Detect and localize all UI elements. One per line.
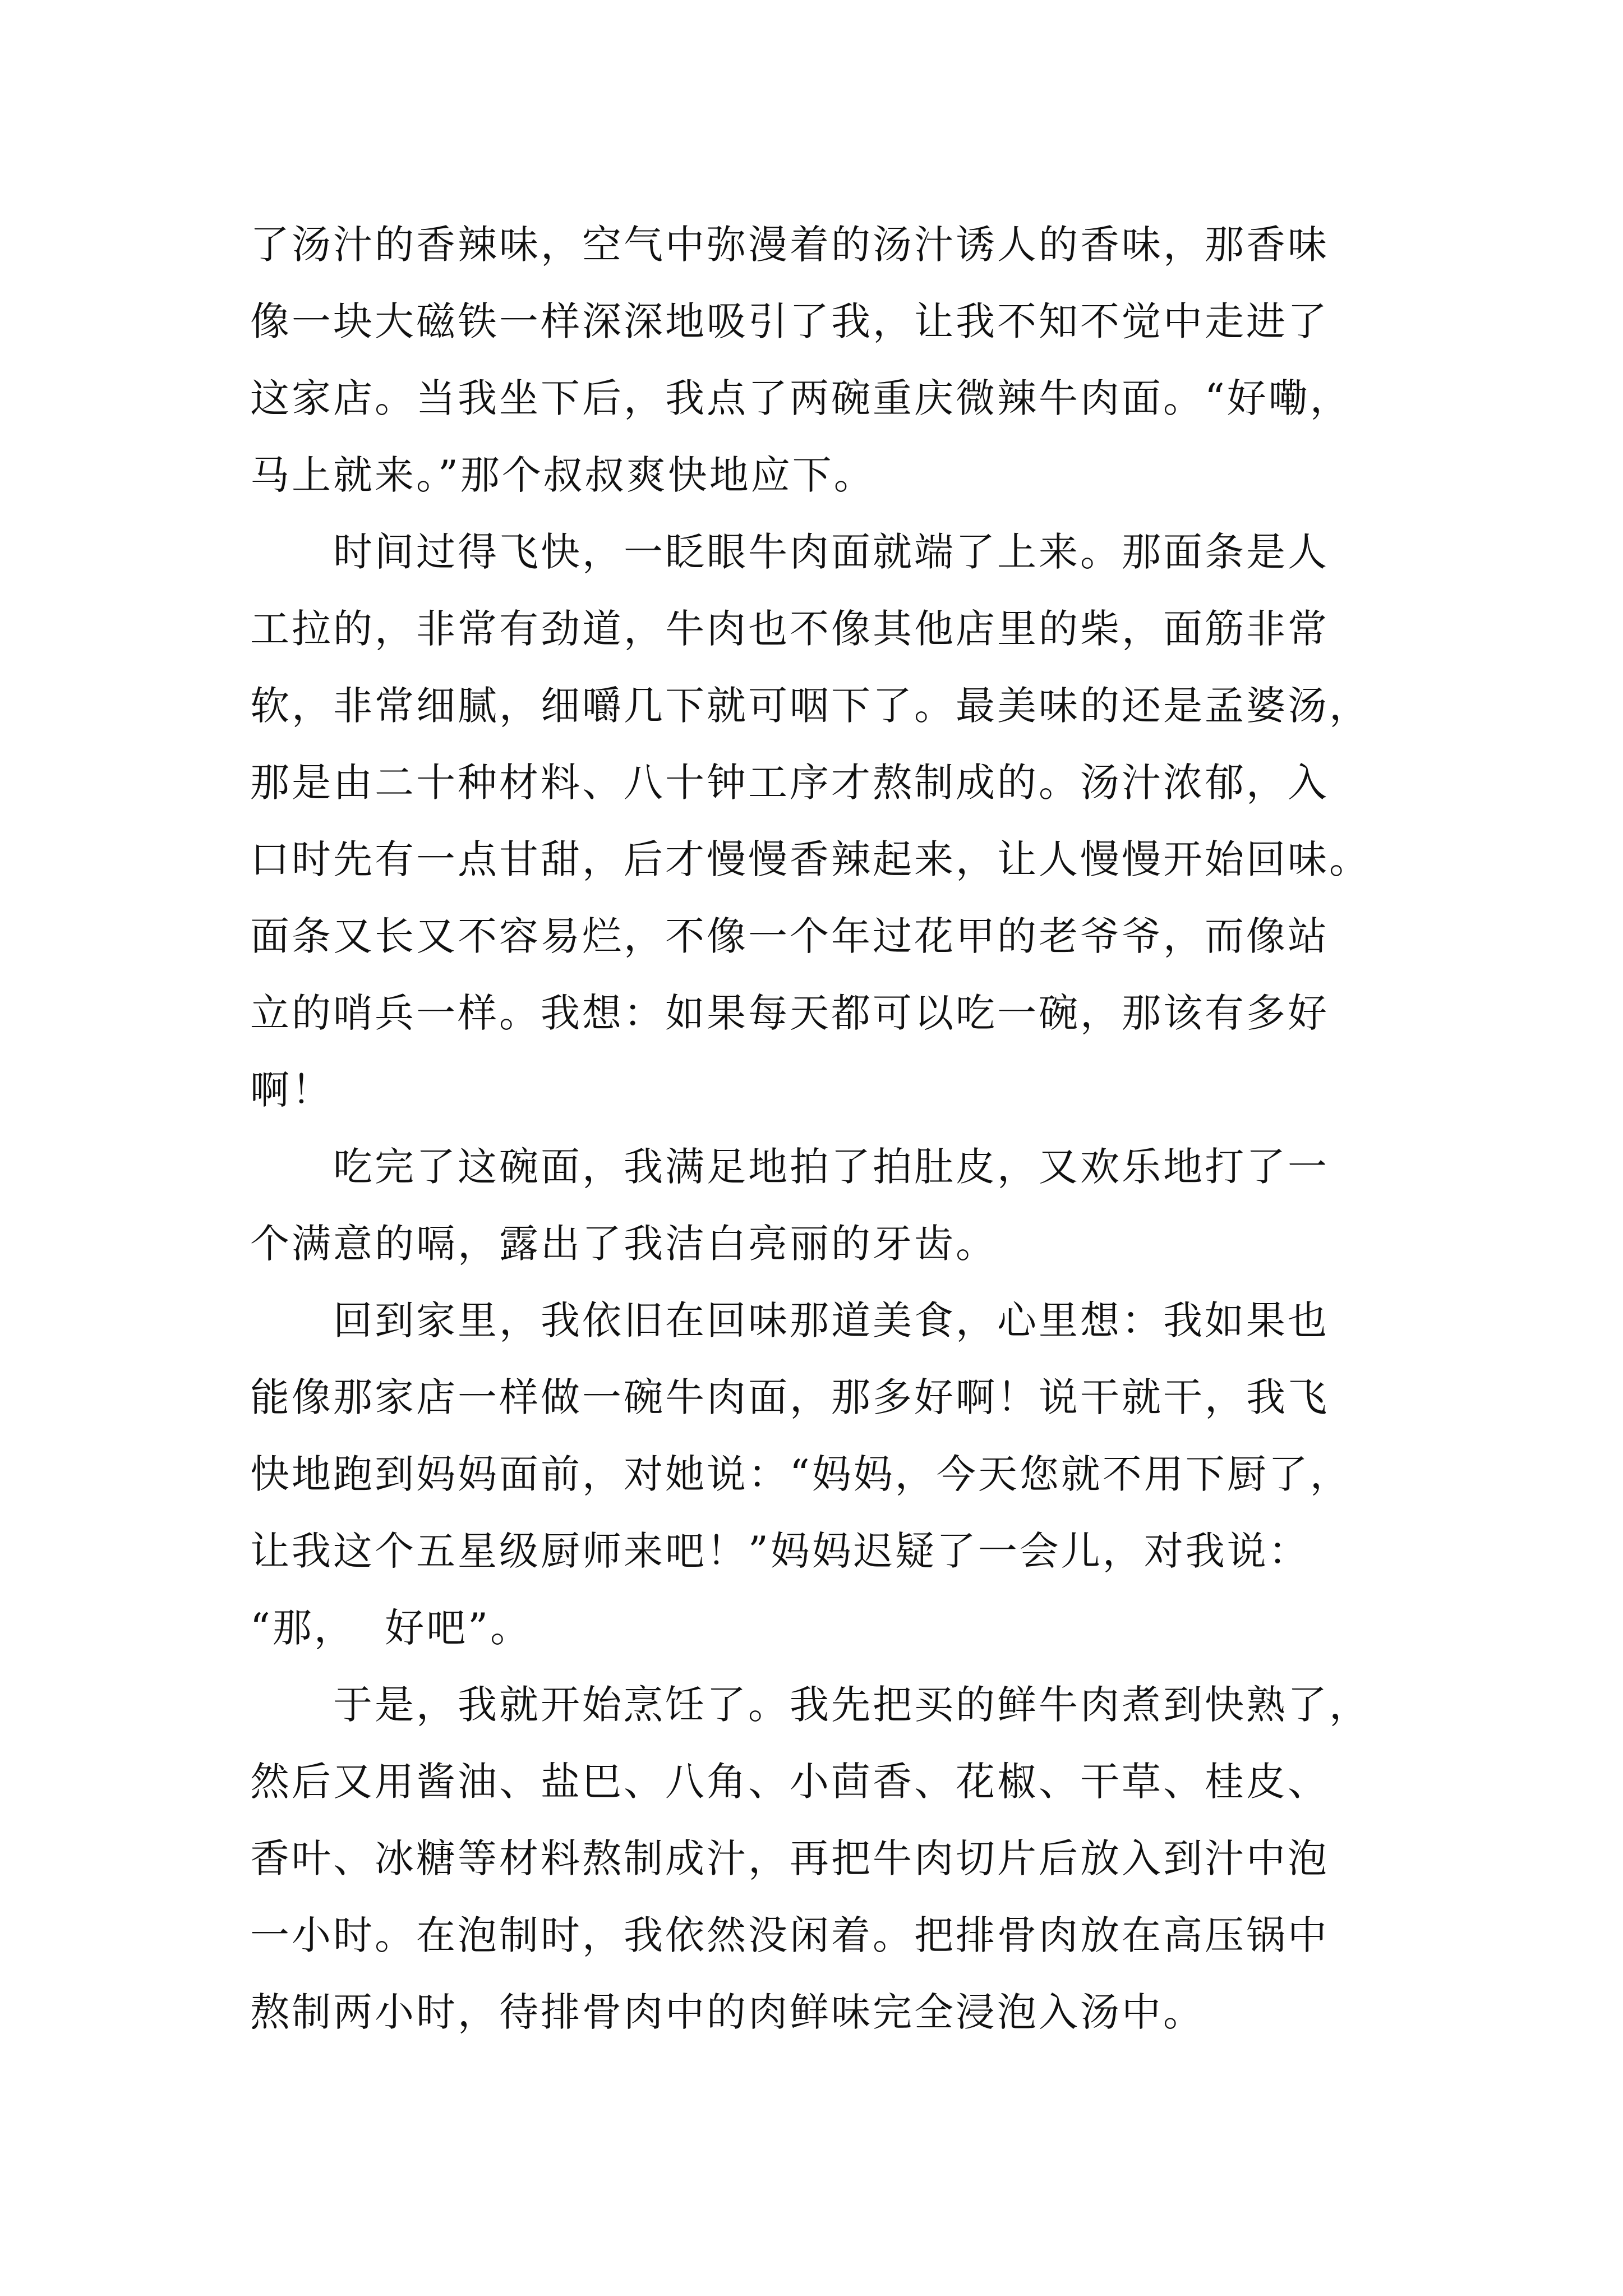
text-line: 像一块大磁铁一样深深地吸引了我，让我不知不觉中走进了 xyxy=(250,298,1329,344)
text-line: 马上就来。”那个叔叔爽快地应下。 xyxy=(250,452,875,498)
text-line: 一小时。在泡制时，我依然没闲着。把排骨肉放在高压锅中 xyxy=(250,1912,1329,1958)
text-line: 工拉的，非常有劲道，牛肉也不像其他店里的柴，面筋非常 xyxy=(250,606,1329,652)
text-line: 这家店。当我坐下后，我点了两碗重庆微辣牛肉面。“好嘞， xyxy=(250,375,1352,421)
text-line: 了汤汁的香辣味，空气中弥漫着的汤汁诱人的香味，那香味 xyxy=(250,222,1329,268)
text-line: 口时先有一点甘甜，后才慢慢香辣起来，让人慢慢开始回味。 xyxy=(250,836,1371,882)
text-line: 那是由二十种材料、八十钟工序才熬制成的。汤汁浓郁，入 xyxy=(250,760,1329,806)
text-line: 软，非常细腻，细嚼几下就可咽下了。最美味的还是孟婆汤， xyxy=(250,683,1371,729)
text-line: 快地跑到妈妈面前，对她说：“妈妈，今天您就不用下厨了， xyxy=(250,1451,1352,1497)
text-line: 面条又长又不容易烂，不像一个年过花甲的老爷爷，而像站 xyxy=(250,913,1329,959)
paragraph-first-line: 吃完了这碗面，我满足地拍了拍肚皮，又欢乐地打了一 xyxy=(333,1144,1329,1190)
text-line: “那， 好吧”。 xyxy=(250,1605,532,1651)
text-line: 然后又用酱油、盐巴、八角、小茴香、花椒、干草、桂皮、 xyxy=(250,1759,1329,1805)
text-line: 啊！ xyxy=(250,1067,333,1113)
text-line: 熬制两小时，待排骨肉中的肉鲜味完全浸泡入汤中。 xyxy=(250,1989,1205,2035)
paragraph-first-line: 时间过得飞快，一眨眼牛肉面就端了上来。那面条是人 xyxy=(333,529,1329,575)
text-line: 立的哨兵一样。我想：如果每天都可以吃一碗，那该有多好 xyxy=(250,990,1329,1036)
text-line: 香叶、冰糖等材料熬制成汁，再把牛肉切片后放入到汁中泡 xyxy=(250,1835,1329,1881)
text-line: 让我这个五星级厨师来吧！”妈妈迟疑了一会儿，对我说： xyxy=(250,1528,1310,1574)
paragraph-first-line: 于是，我就开始烹饪了。我先把买的鲜牛肉煮到快熟了， xyxy=(333,1682,1371,1728)
paragraph-first-line: 回到家里，我依旧在回味那道美食，心里想：我如果也 xyxy=(333,1297,1329,1343)
text-line: 个满意的嗝，露出了我洁白亮丽的牙齿。 xyxy=(250,1221,997,1267)
essay-body xyxy=(250,206,1372,2051)
text-line: 能像那家店一样做一碗牛肉面，那多好啊！说干就干，我飞 xyxy=(250,1374,1329,1420)
